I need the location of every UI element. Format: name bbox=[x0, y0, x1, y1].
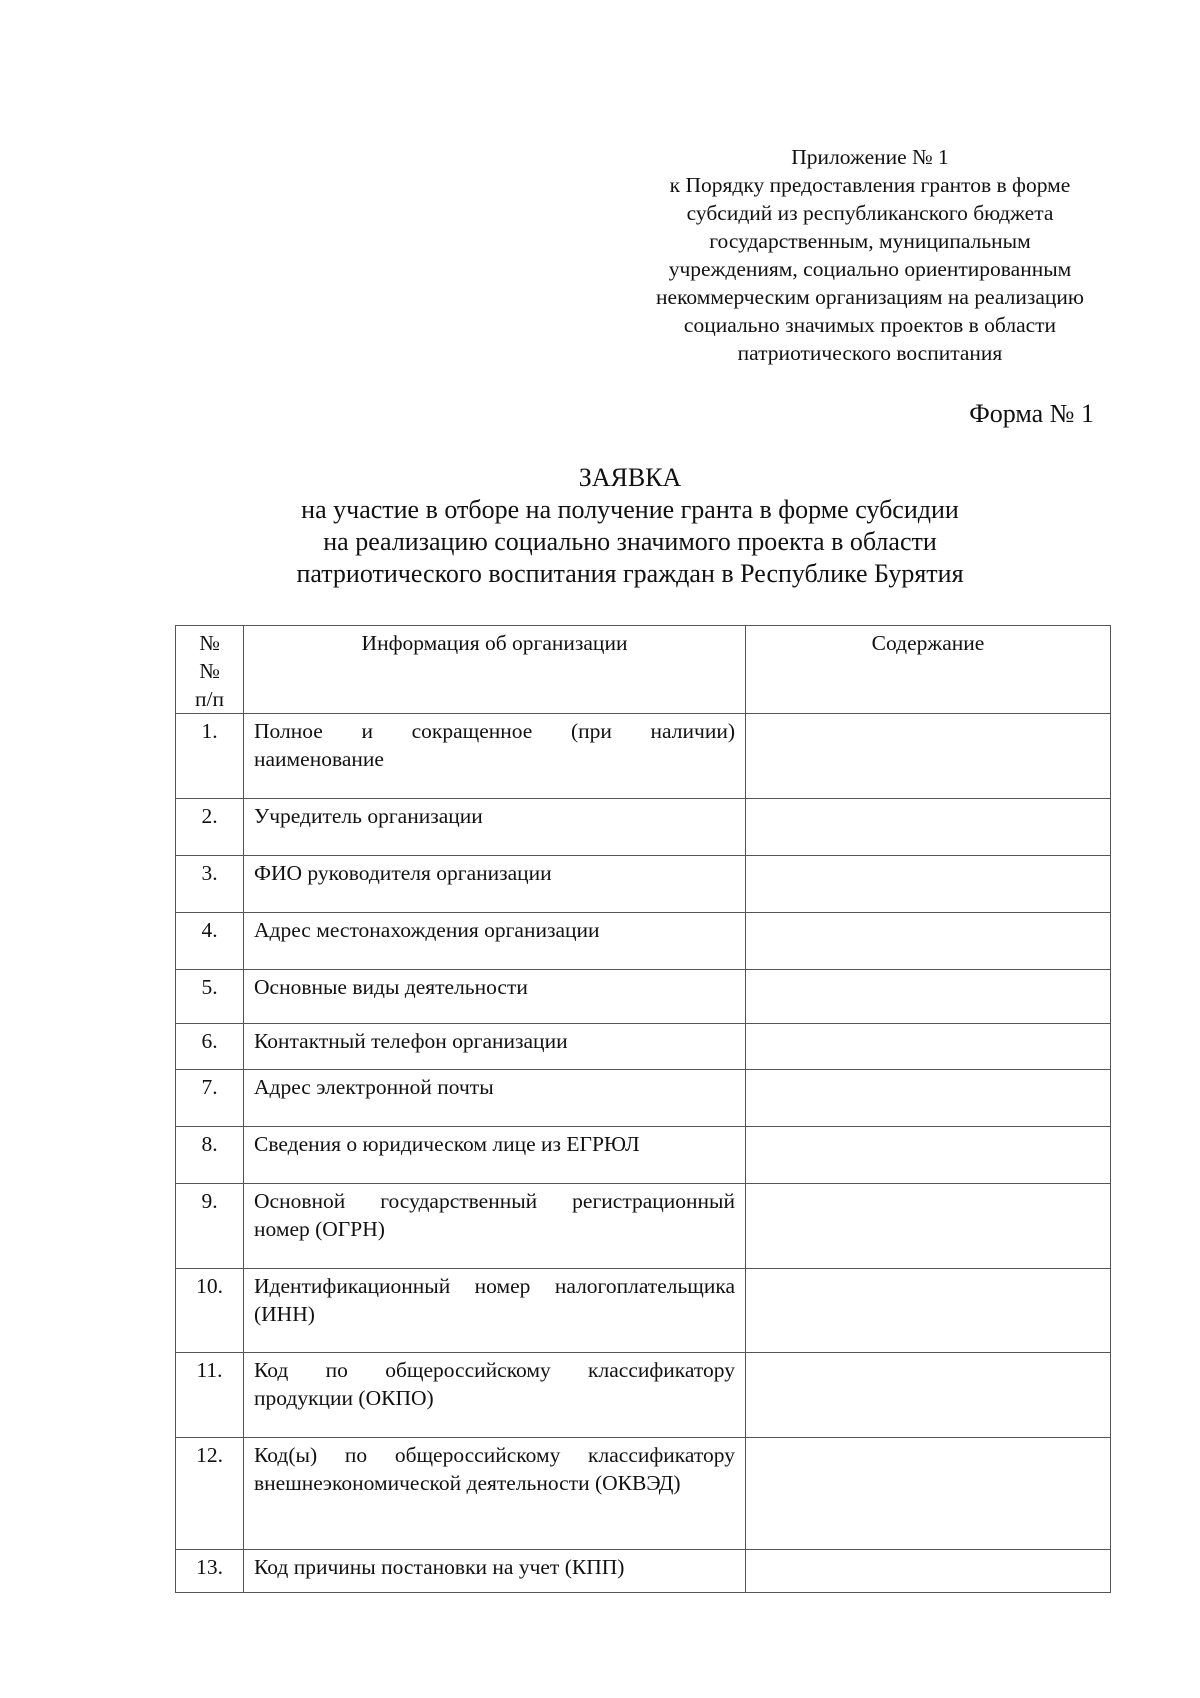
row-value-cell[interactable] bbox=[746, 1070, 1111, 1127]
annex-line: патриотического воспитания bbox=[737, 341, 1003, 365]
row-value-cell[interactable] bbox=[746, 1438, 1111, 1550]
row-info: Код(ы) по общероссийскому классификатору внешнеэкономической деятельности (ОКВЭД) bbox=[244, 1438, 746, 1550]
row-value-cell[interactable] bbox=[746, 1024, 1111, 1070]
table-row bbox=[176, 1127, 1111, 1184]
annex-note bbox=[630, 143, 1110, 367]
row-num: 7. bbox=[176, 1070, 244, 1127]
row-info: Основной государственный регистрационный номер (ОГРН) bbox=[244, 1184, 746, 1269]
table-row bbox=[176, 1269, 1111, 1353]
row-info: Контактный телефон организации bbox=[244, 1024, 746, 1070]
row-num: 9. bbox=[176, 1184, 244, 1269]
row-num: 1. bbox=[176, 714, 244, 799]
annex-line: субсидий из республиканского бюджета bbox=[686, 201, 1054, 225]
title-line: на участие в отборе на получение гранта в форме субсидии bbox=[301, 495, 959, 524]
table-row bbox=[176, 856, 1111, 913]
row-num: 5. bbox=[176, 970, 244, 1024]
row-value-cell[interactable] bbox=[746, 970, 1111, 1024]
title-line: патриотического воспитания граждан в Республике Бурятия bbox=[296, 559, 964, 588]
table-row bbox=[176, 913, 1111, 970]
annex-line: к Порядку предоставления грантов в форме bbox=[669, 173, 1071, 197]
header-num: №№ п/п bbox=[176, 626, 244, 714]
row-num: 8. bbox=[176, 1127, 244, 1184]
annex-line: социально значимых проектов в области bbox=[683, 313, 1057, 337]
row-value-cell[interactable] bbox=[746, 714, 1111, 799]
header-info: Информация об организации bbox=[244, 626, 746, 714]
row-num: 4. bbox=[176, 913, 244, 970]
table-header-row bbox=[176, 626, 1111, 714]
row-info: Полное и сокращенное (при наличии) наименование bbox=[244, 714, 746, 799]
form-number: Форма № 1 bbox=[969, 399, 1094, 428]
row-value-cell[interactable] bbox=[746, 856, 1111, 913]
row-num: 10. bbox=[176, 1269, 244, 1353]
row-value-cell[interactable] bbox=[746, 1127, 1111, 1184]
row-info: ФИО руководителя организации bbox=[244, 856, 746, 913]
table-row bbox=[176, 1353, 1111, 1438]
row-info: Сведения о юридическом лице из ЕГРЮЛ bbox=[244, 1127, 746, 1184]
row-info: Основные виды деятельности bbox=[244, 970, 746, 1024]
row-value-cell[interactable] bbox=[746, 1184, 1111, 1269]
annex-line: государственным, муниципальным bbox=[709, 229, 1031, 253]
row-info: Учредитель организации bbox=[244, 799, 746, 856]
row-info: Адрес местонахождения организации bbox=[244, 913, 746, 970]
row-num: 13. bbox=[176, 1550, 244, 1593]
table-row bbox=[176, 1438, 1111, 1550]
row-value-cell[interactable] bbox=[746, 1353, 1111, 1438]
row-info: Код причины постановки на учет (КПП) bbox=[244, 1550, 746, 1593]
row-num: 11. bbox=[176, 1353, 244, 1438]
title-heading: ЗАЯВКА bbox=[578, 463, 682, 492]
row-num: 3. bbox=[176, 856, 244, 913]
row-num: 6. bbox=[176, 1024, 244, 1070]
table-row bbox=[176, 714, 1111, 799]
row-num: 12. bbox=[176, 1438, 244, 1550]
table-row bbox=[176, 1184, 1111, 1269]
table-row bbox=[176, 1024, 1111, 1070]
table-row bbox=[176, 799, 1111, 856]
header-content: Содержание bbox=[746, 626, 1111, 714]
annex-line: некоммерческим организациям на реализацию bbox=[656, 285, 1084, 309]
annex-line: учреждениям, социально ориентированным bbox=[668, 257, 1072, 281]
row-info: Идентификационный номер налогоплательщика (ИНН) bbox=[244, 1269, 746, 1353]
row-value-cell[interactable] bbox=[746, 913, 1111, 970]
table-row bbox=[176, 1070, 1111, 1127]
row-info: Адрес электронной почты bbox=[244, 1070, 746, 1127]
row-value-cell[interactable] bbox=[746, 1269, 1111, 1353]
row-value-cell[interactable] bbox=[746, 799, 1111, 856]
annex-line: Приложение № 1 bbox=[791, 145, 949, 169]
row-value-cell[interactable] bbox=[746, 1550, 1111, 1593]
table-row bbox=[176, 970, 1111, 1024]
table-row bbox=[176, 1550, 1111, 1593]
title-line: на реализацию социально значимого проекта в области bbox=[323, 527, 937, 556]
document-title bbox=[180, 462, 1080, 590]
organization-info-table bbox=[175, 625, 1111, 1593]
row-num: 2. bbox=[176, 799, 244, 856]
row-info: Код по общероссийскому классификатору продукции (ОКПО) bbox=[244, 1353, 746, 1438]
